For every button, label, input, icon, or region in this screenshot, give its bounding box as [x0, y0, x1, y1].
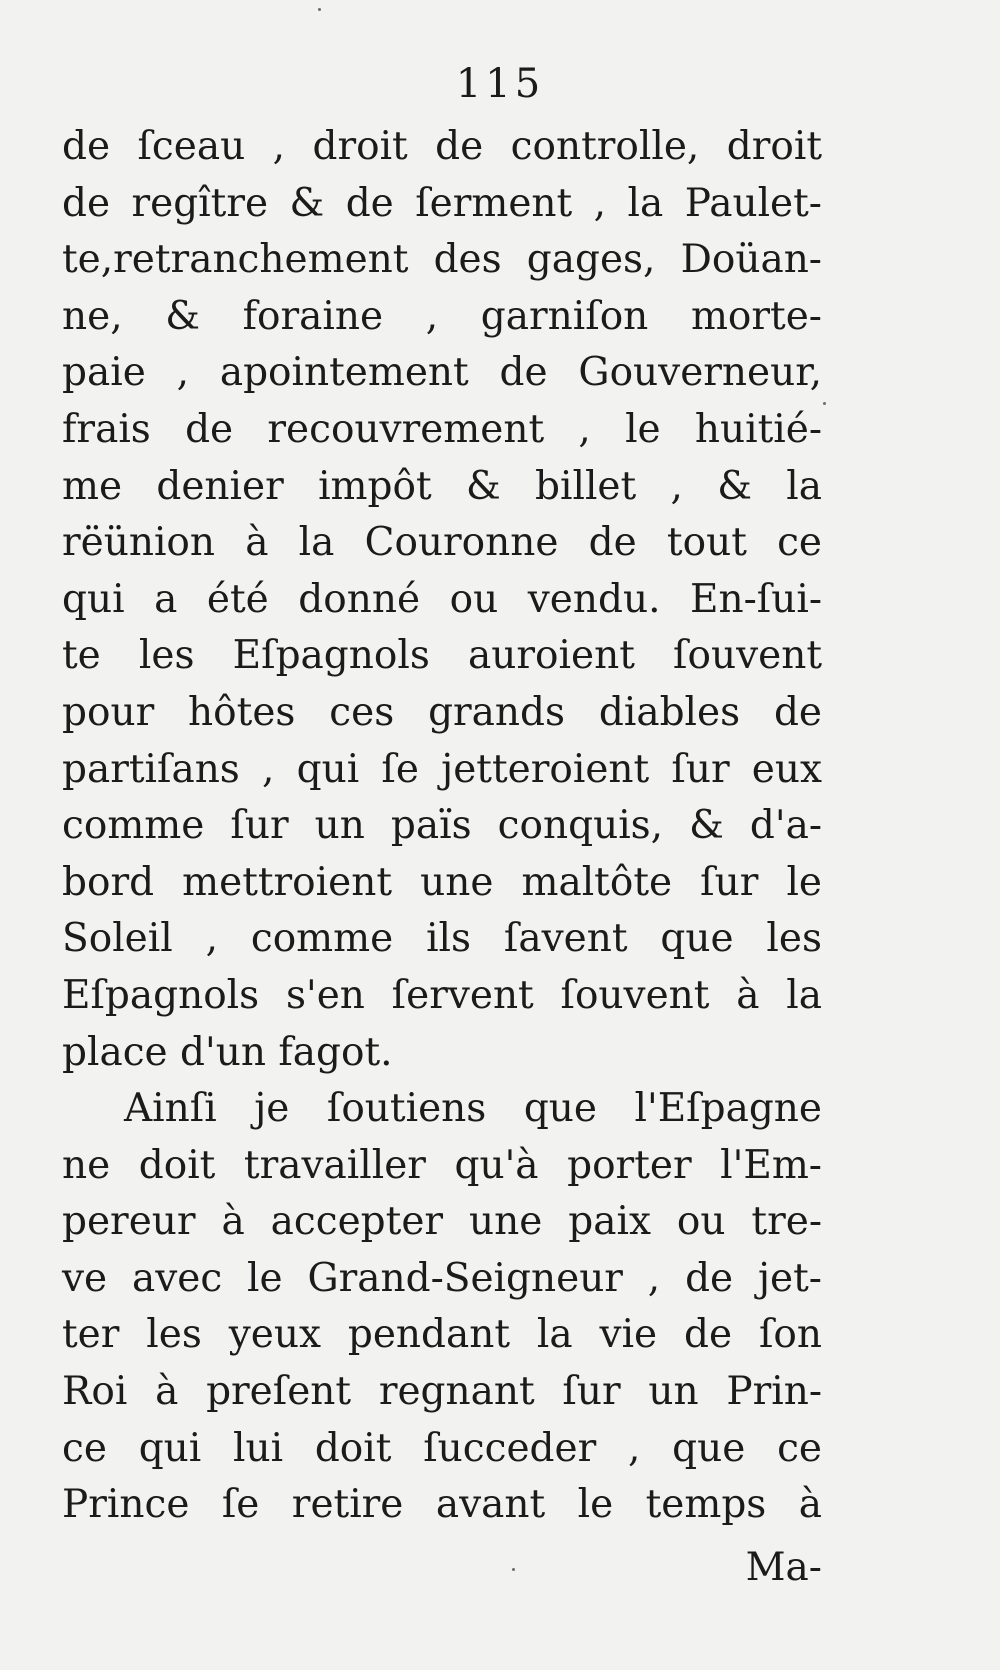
text-line: te,retranchement des gages, Doüan- [62, 237, 822, 283]
text-line: bord mettroient une maltôte ſur le [62, 859, 822, 905]
text-line: Roi à preſent regnant ſur un Prin- [62, 1369, 822, 1415]
text-line: de regître & de ſerment , la Paulet- [62, 180, 822, 226]
text-line: Soleil , comme ils ſavent que les [62, 916, 822, 962]
text-line: qui a été donné ou vendu. En-ſui- [62, 576, 822, 622]
page-number: 115 [455, 61, 545, 107]
text-line: paie , apointement de Gouverneur, [62, 350, 822, 396]
text-line: ce qui lui doit ſucceder , que ce [62, 1425, 822, 1471]
paragraph-start-line: Ainſi je ſoutiens que l'Eſpagne [124, 1086, 822, 1132]
body-text [62, 119, 822, 1534]
text-line: Eſpagnols s'en ſervent ſouvent à la [62, 972, 822, 1018]
text-line: pour hôtes ces grands diables de [62, 689, 822, 735]
text-line: Prince ſe retire avant le temps à [62, 1482, 822, 1528]
paragraph-end-line: place d'un fagot. [62, 1029, 393, 1075]
text-line: de ſceau , droit de controlle, droit [62, 124, 822, 169]
text-line: ter les yeux pendant la vie de ſon [62, 1312, 822, 1358]
text-line: te les Eſpagnols auroient ſouvent [62, 633, 822, 679]
text-line: me denier impôt & billet , & la [62, 463, 822, 509]
text-line: ve avec le Grand-Seigneur , de jet- [62, 1255, 822, 1301]
text-line: pereur à accepter une paix ou tre- [62, 1199, 822, 1245]
paper-speck [512, 1568, 515, 1571]
paper-speck [823, 402, 826, 405]
catchword: Ma- [745, 1545, 822, 1590]
text-line: rëünion à la Couronne de tout ce [62, 520, 822, 566]
text-line: ne doit travailler qu'à porter l'Em- [62, 1142, 822, 1188]
text-line: frais de recouvrement , le huitié- [62, 406, 822, 452]
text-line: comme ſur un païs conquis, & d'a- [62, 803, 822, 849]
paper-speck [318, 8, 321, 11]
text-line: ne, & foraine , garniſon morte- [62, 293, 822, 339]
text-line: partiſans , qui ſe jetteroient ſur eux [62, 746, 822, 792]
